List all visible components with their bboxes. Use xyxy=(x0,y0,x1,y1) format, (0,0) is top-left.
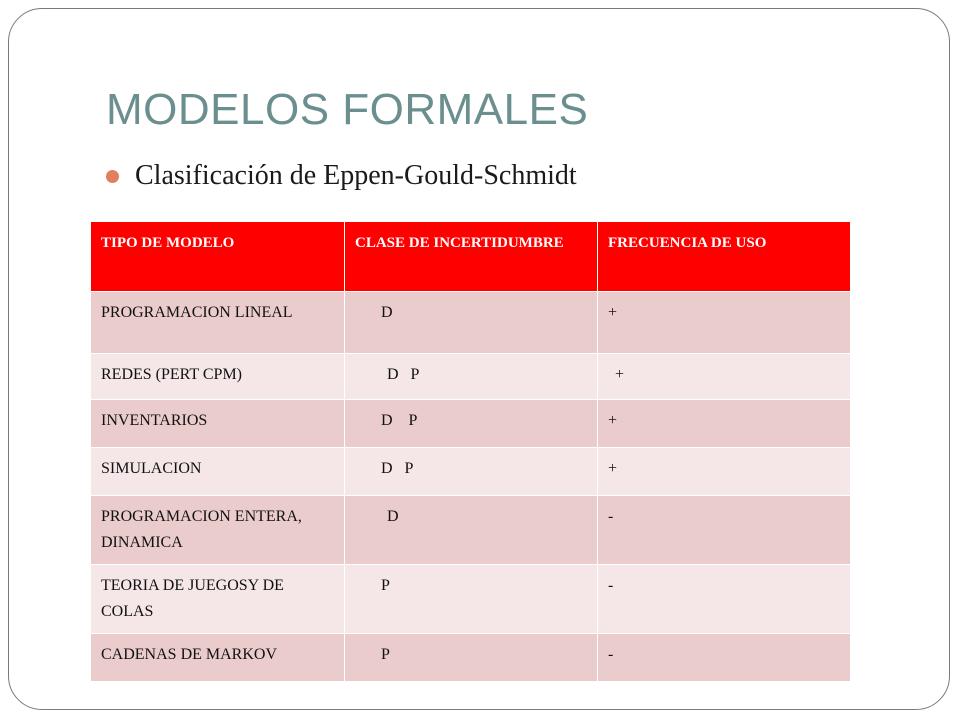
model-type-cell: PROGRAMACION LINEAL xyxy=(91,292,345,354)
frequency-cell: + xyxy=(598,354,851,400)
uncertainty-cell xyxy=(345,292,598,354)
uncertainty-cell xyxy=(345,634,598,682)
uncertainty-cell xyxy=(345,354,598,400)
uncertainty-value: D xyxy=(381,304,393,321)
frequency-cell: + xyxy=(598,400,851,448)
header-tipo-de-modelo: TIPO DE MODELO xyxy=(91,222,345,292)
table-row xyxy=(91,565,851,634)
uncertainty-cell xyxy=(345,565,598,634)
model-type-cell: PROGRAMACION ENTERA, DINAMICA xyxy=(91,496,345,565)
uncertainty-value: D P xyxy=(381,412,418,429)
frequency-cell: + xyxy=(598,448,851,496)
bullet-dot-icon xyxy=(106,170,119,183)
uncertainty-cell xyxy=(345,496,598,565)
model-type-cell: CADENAS DE MARKOV xyxy=(91,634,345,682)
uncertainty-value: P xyxy=(381,577,390,594)
table-row xyxy=(91,448,851,496)
frequency-cell: - xyxy=(598,565,851,634)
table-row xyxy=(91,292,851,354)
table-row xyxy=(91,634,851,682)
model-type-cell: SIMULACION xyxy=(91,448,345,496)
table-row xyxy=(91,354,851,400)
uncertainty-value: D P xyxy=(387,366,420,383)
models-table xyxy=(90,221,851,682)
model-type-cell: TEORIA DE JUEGOSY DE COLAS xyxy=(91,565,345,634)
uncertainty-cell xyxy=(345,400,598,448)
uncertainty-value: D P xyxy=(381,460,414,477)
header-clase-de-incertidumbre: CLASE DE INCERTIDUMBRE xyxy=(345,222,598,292)
frequency-cell: - xyxy=(598,496,851,565)
model-type-cell: REDES (PERT CPM) xyxy=(91,354,345,400)
bullet-text: Clasificación de Eppen-Gould-Schmidt xyxy=(135,160,577,191)
model-type-cell: INVENTARIOS xyxy=(91,400,345,448)
uncertainty-cell xyxy=(345,448,598,496)
table-header-row xyxy=(91,222,851,292)
table-row xyxy=(91,496,851,565)
header-frecuencia-de-uso: FRECUENCIA DE USO xyxy=(598,222,851,292)
slide-title: MODELOS FORMALES xyxy=(106,85,589,134)
frequency-cell: + xyxy=(598,292,851,354)
table-row xyxy=(91,400,851,448)
frequency-cell: - xyxy=(598,634,851,682)
bullet-item xyxy=(106,156,577,196)
uncertainty-value: P xyxy=(381,646,390,663)
uncertainty-value: D xyxy=(387,508,399,525)
